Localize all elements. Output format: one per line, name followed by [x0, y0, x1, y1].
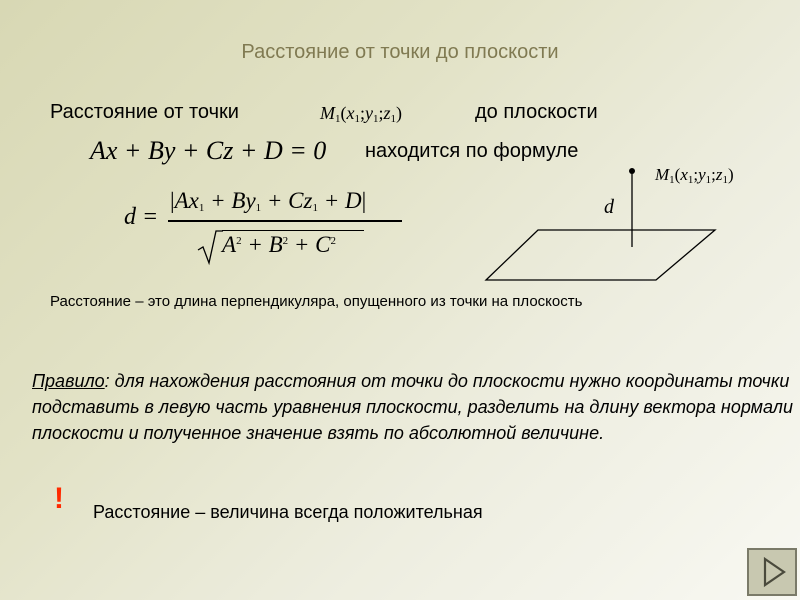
fig-close: ): [728, 165, 734, 184]
figure-d-label: d: [604, 196, 614, 218]
point-y: y: [365, 103, 374, 123]
fig-y: y: [698, 165, 706, 184]
num-ax-sub: 1: [198, 202, 205, 214]
den-c: + C: [293, 232, 331, 257]
note-text: Расстояние – величина всегда положительная: [93, 502, 483, 522]
den-a: A: [222, 232, 237, 257]
fig-x: x: [680, 165, 688, 184]
num-by: + By: [210, 188, 256, 213]
num-cz: + Cz: [266, 188, 313, 213]
point-dot: [629, 168, 635, 174]
square-root-icon: [196, 228, 224, 266]
formula-lhs: d =: [124, 204, 159, 230]
num-abs-close: |: [361, 188, 367, 213]
point-sep2: ;: [378, 103, 384, 123]
line1-prefix: Расстояние от точки: [50, 101, 239, 123]
fig-x-sub: 1: [687, 174, 694, 186]
fraction-line: [168, 220, 402, 222]
den-b: + B: [247, 232, 283, 257]
num-ax: Ax: [174, 188, 199, 213]
den-a-exp: 2: [236, 235, 242, 247]
next-triangle-icon: [749, 550, 795, 594]
point-x: x: [346, 103, 355, 123]
point-m: M: [320, 103, 335, 123]
point-y-sub: 1: [373, 113, 379, 125]
next-slide-button[interactable]: [747, 548, 797, 596]
num-by-sub: 1: [255, 202, 262, 214]
point-close: ): [396, 103, 403, 123]
fig-z-sub: 1: [722, 174, 729, 186]
point-z: z: [383, 103, 391, 123]
point-open: (: [340, 103, 347, 123]
point-formula: [320, 103, 402, 125]
formula-denominator: [222, 232, 336, 258]
plane-equation: Ax + By + Cz + D = 0: [90, 136, 327, 165]
den-b-exp: 2: [282, 235, 289, 247]
fig-sep2: ;: [711, 165, 716, 184]
formula-numerator: [170, 188, 366, 214]
plane-parallelogram: [486, 230, 715, 280]
num-d: + D: [323, 188, 362, 213]
num-abs-open: |: [170, 188, 175, 213]
num-cz-sub: 1: [312, 202, 318, 214]
slide-title: Расстояние от точки до плоскости: [241, 41, 559, 63]
fig-open: (: [674, 165, 681, 184]
warning-mark: !: [54, 482, 64, 515]
point-sep1: ;: [360, 103, 366, 123]
found-by-text: находится по формуле: [365, 140, 579, 162]
fig-m: M: [655, 165, 670, 184]
figure-point-label: [655, 165, 734, 186]
point-x-sub: 1: [354, 113, 360, 125]
fig-m-sub: 1: [669, 174, 675, 186]
point-z-sub: 1: [390, 113, 397, 125]
point-m-sub: 1: [335, 113, 341, 125]
fig-y-sub: 1: [705, 174, 712, 186]
line1-suffix: до плоскости: [475, 101, 598, 123]
rule-label: Правило: [32, 371, 105, 391]
fig-z: z: [715, 165, 723, 184]
rule-text: : для нахождения расстояния от точки до плоскости нужно координаты точки подставить в левую часть уравнения плоскости, разделить на длину вектора нормали плоскости и полученное значение взять по абсолютной величине.: [32, 371, 793, 443]
rule-paragraph: [32, 368, 800, 446]
fig-sep1: ;: [693, 165, 699, 184]
den-c-exp: 2: [330, 235, 337, 247]
definition-text: Расстояние – это длина перпендикуляра, опущенного из точки на плоскость: [50, 293, 583, 310]
